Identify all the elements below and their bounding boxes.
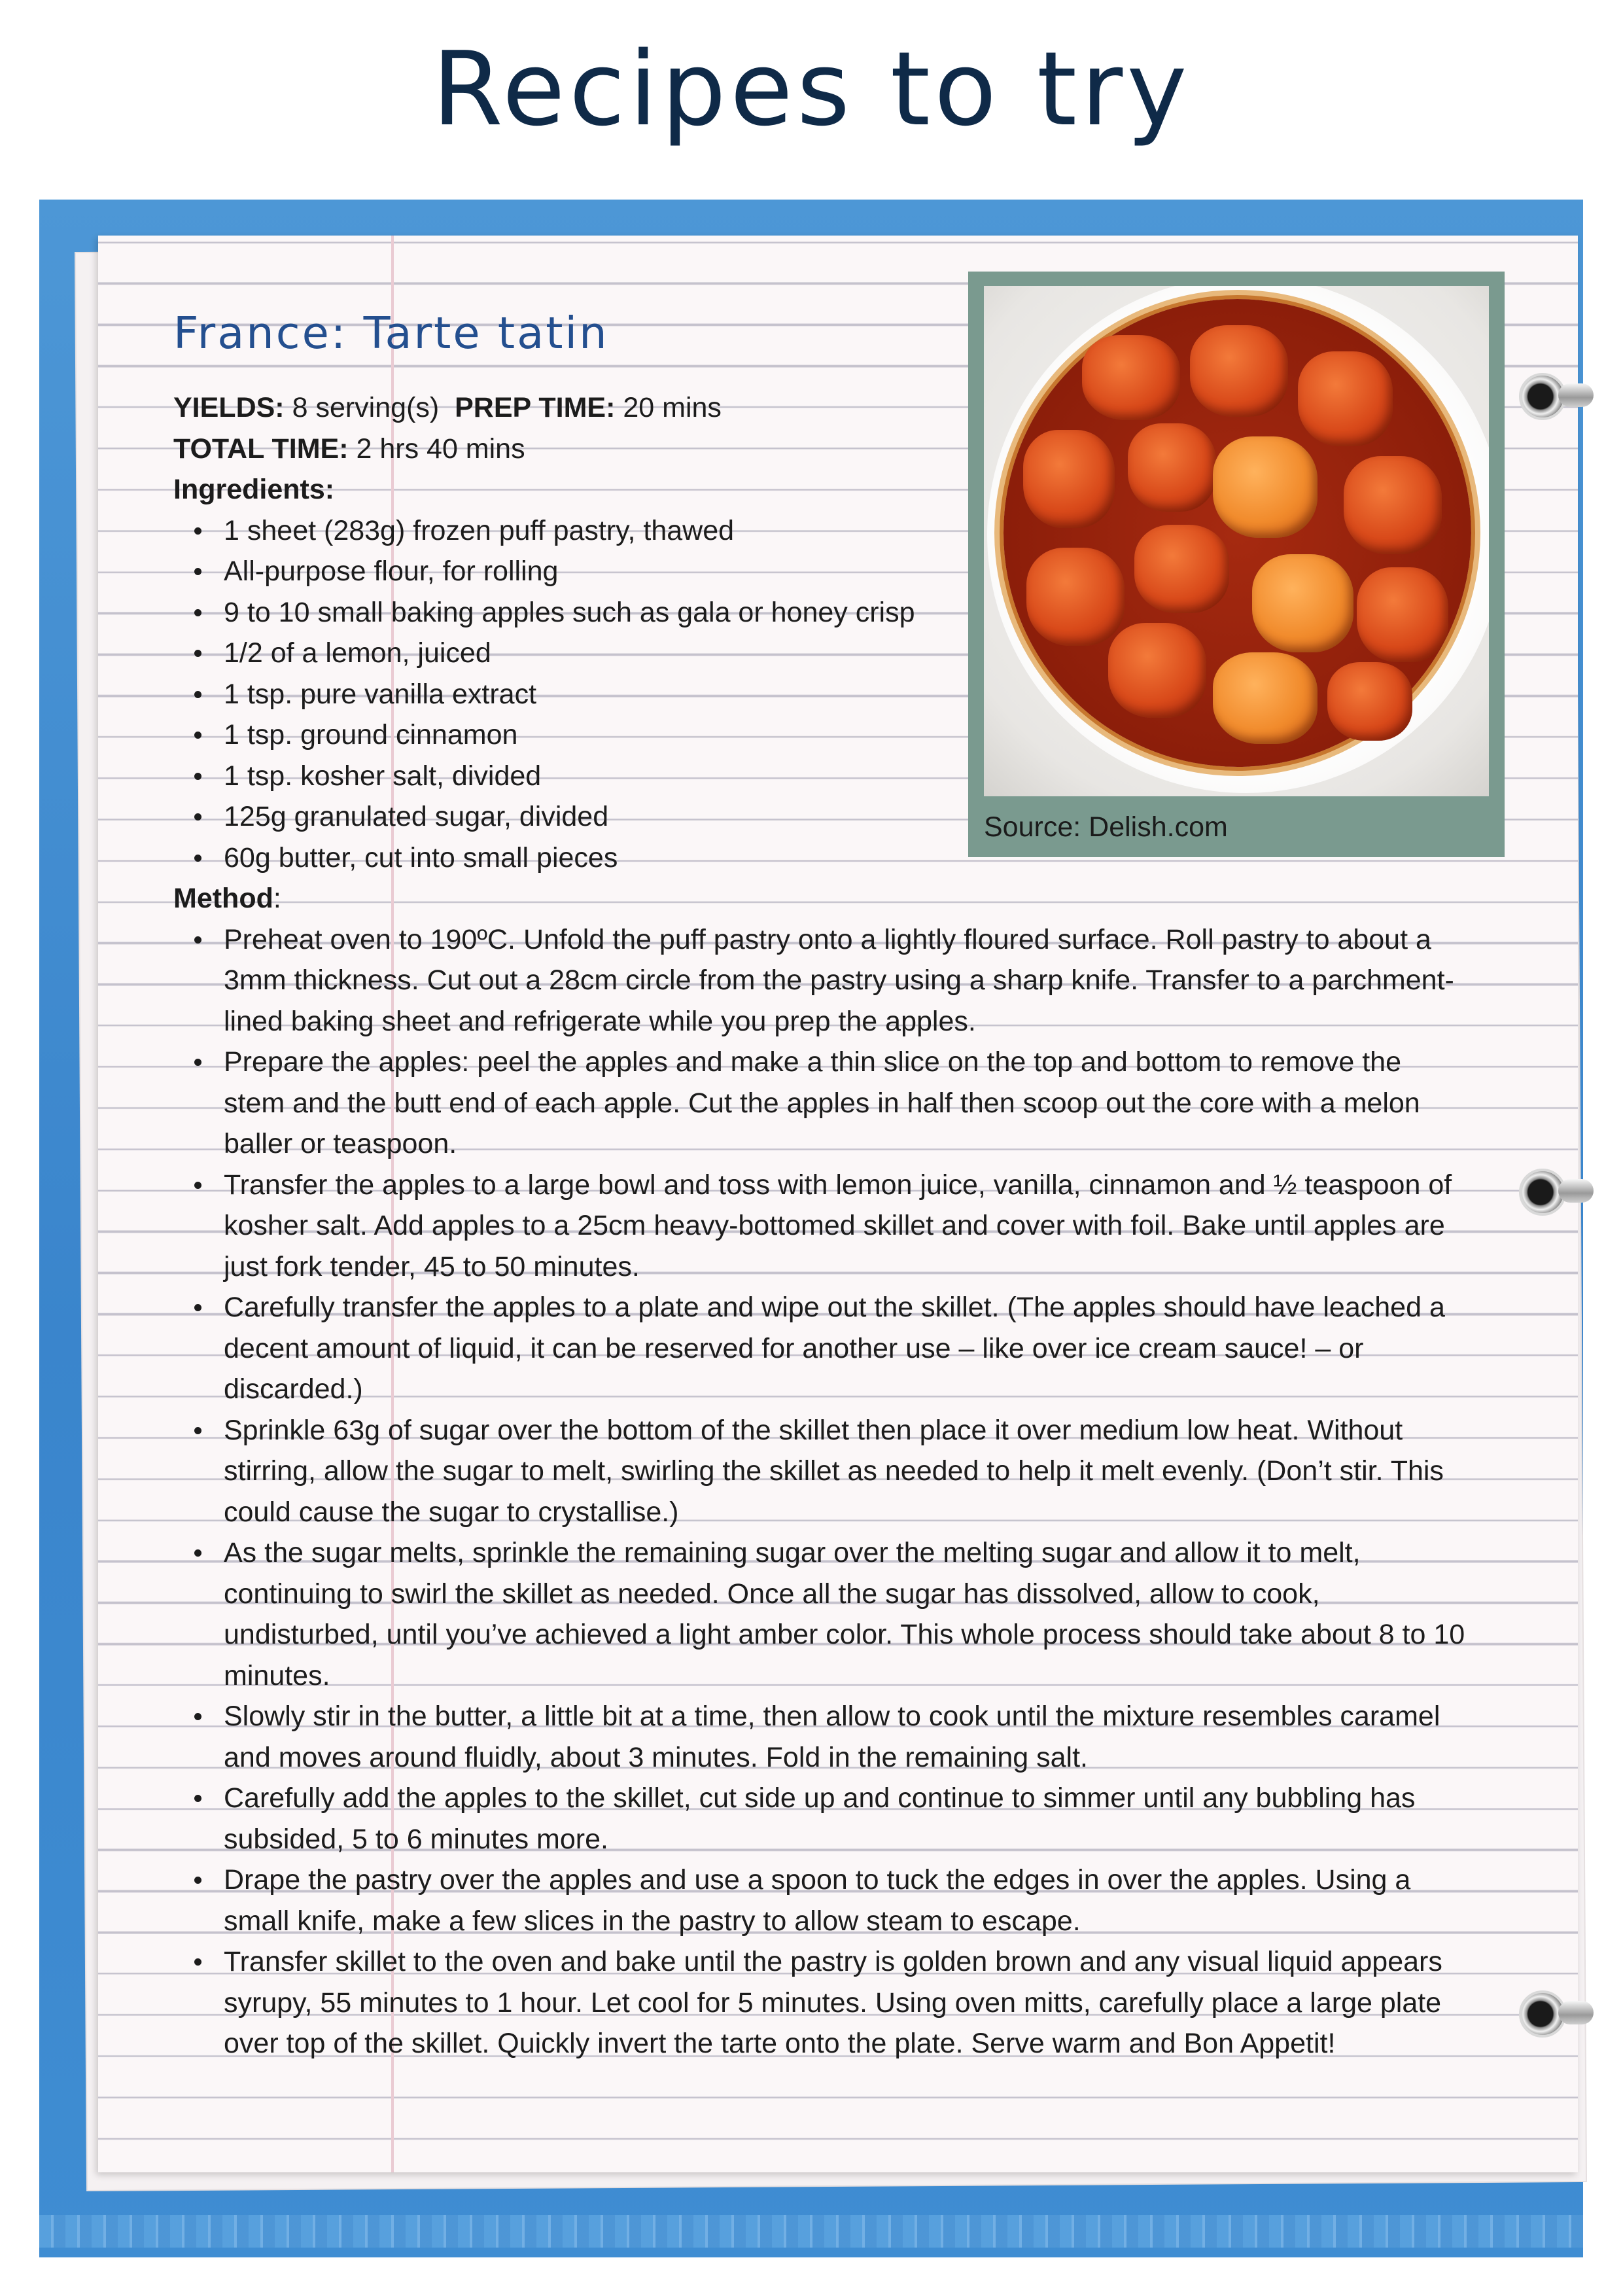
binder-strip (39, 2215, 1583, 2248)
ingredient-item: 60g butter, cut into small pieces (224, 838, 1429, 879)
recipe-body (173, 387, 1465, 2064)
method-label: Method (173, 883, 273, 914)
page-title: Recipes to try (432, 29, 1191, 149)
ingredient-item: 1 tsp. pure vanilla extract (224, 674, 1429, 715)
ingredient-item: 9 to 10 small baking apples such as gala or honey crisp (224, 592, 1429, 633)
method-step: Sprinkle 63g of sugar over the bottom of the skillet then place it over medium low heat. Without stirring, allow the sugar to melt, swirling the skillet as needed to help it melt evenly. (Don’t stir. This could cause the sugar to crystallise.) (224, 1410, 1467, 1533)
method-step: Carefully add the apples to the skillet, cut side up and continue to simmer until any bubbling has subsided, 5 to 6 minutes more. (224, 1778, 1467, 1860)
yields-value: 8 serving(s) (284, 392, 455, 423)
method-step: Drape the pastry over the apples and use a spoon to tuck the edges in over the apples. Using a small knife, make a few slices in the pastry to allow steam to escape. (224, 1860, 1467, 1941)
total-time-row (173, 429, 1429, 470)
method-step: Preheat oven to 190ºC. Unfold the puff pastry onto a lightly floured surface. Roll pastry to about a 3mm thickness. Cut out a 28cm circle from the pastry using a sharp knife. Transfer to a parchment-lined baking sheet and refrigerate while you prep the apples. (224, 919, 1467, 1042)
recipe (173, 308, 1465, 2064)
binder-ring-icon (1519, 1990, 1566, 2038)
ingredient-item: 1/2 of a lemon, juiced (224, 633, 1429, 674)
binder-ring-icon (1519, 373, 1566, 420)
method-colon: : (273, 883, 281, 914)
method-step: Carefully transfer the apples to a plate and wipe out the skillet. (The apples should have leached a decent amount of liquid, it can be reserved for another use – like over ice cream sauce! – or discarded.) (224, 1287, 1467, 1410)
total-time-value: 2 hrs 40 mins (348, 433, 525, 465)
yields-prep-row (173, 387, 1429, 429)
binder-ring-icon (1519, 1169, 1566, 1216)
method-step: As the sugar melts, sprinkle the remaining sugar over the melting sugar and allow it to melt, continuing to swirl the skillet as needed. Once all the sugar has dissolved, allow to cook, undisturbed, until you’ve achieved a light amber color. This whole process should take about 8 to 10 minutes. (224, 1532, 1467, 1696)
method-list (173, 919, 1467, 2064)
ingredient-item: All-purpose flour, for rolling (224, 551, 1429, 592)
photo-caption: Source: Delish.com (984, 811, 1228, 843)
ingredient-item: 1 sheet (283g) frozen puff pastry, thawed (224, 510, 1429, 552)
yields-label: YIELDS: (173, 392, 285, 423)
prep-time-value: 20 mins (615, 392, 722, 423)
ingredients-label: Ingredients: (173, 474, 335, 505)
method-step: Slowly stir in the butter, a little bit at a time, then allow to cook until the mixture resembles caramel and moves around fluidly, about 3 minutes. Fold in the remaining salt. (224, 1696, 1467, 1778)
total-time-label: TOTAL TIME: (173, 433, 349, 465)
recipe-title: France: Tarte tatin (173, 308, 609, 359)
method-step: Transfer skillet to the oven and bake until the pastry is golden brown and any visual liquid appears syrupy, 55 minutes to 1 hour. Let cool for 5 minutes. Using oven mitts, carefully place a large plate over top of the skillet. Quickly invert the tarte onto the plate. Serve warm and Bon Appetit! (224, 1941, 1467, 2064)
method-step: Transfer the apples to a large bowl and toss with lemon juice, vanilla, cinnamon and ½ teaspoon of kosher salt. Add apples to a 25cm heavy-bottomed skillet and cover with foil. Bake until apples are just fork tender, 45 to 50 minutes. (224, 1165, 1467, 1288)
ingredient-item: 125g granulated sugar, divided (224, 796, 1429, 838)
ingredient-item: 1 tsp. ground cinnamon (224, 715, 1429, 756)
method-heading (173, 878, 1429, 919)
method-step: Prepare the apples: peel the apples and make a thin slice on the top and bottom to remove the stem and the butt end of each apple. Cut the apples in half then scoop out the core with a melon baller or teaspoon. (224, 1042, 1467, 1165)
prep-time-label: PREP TIME: (455, 392, 616, 423)
ingredients-heading (173, 469, 1429, 510)
ingredient-item: 1 tsp. kosher salt, divided (224, 756, 1429, 797)
ingredients-list (173, 510, 1429, 879)
